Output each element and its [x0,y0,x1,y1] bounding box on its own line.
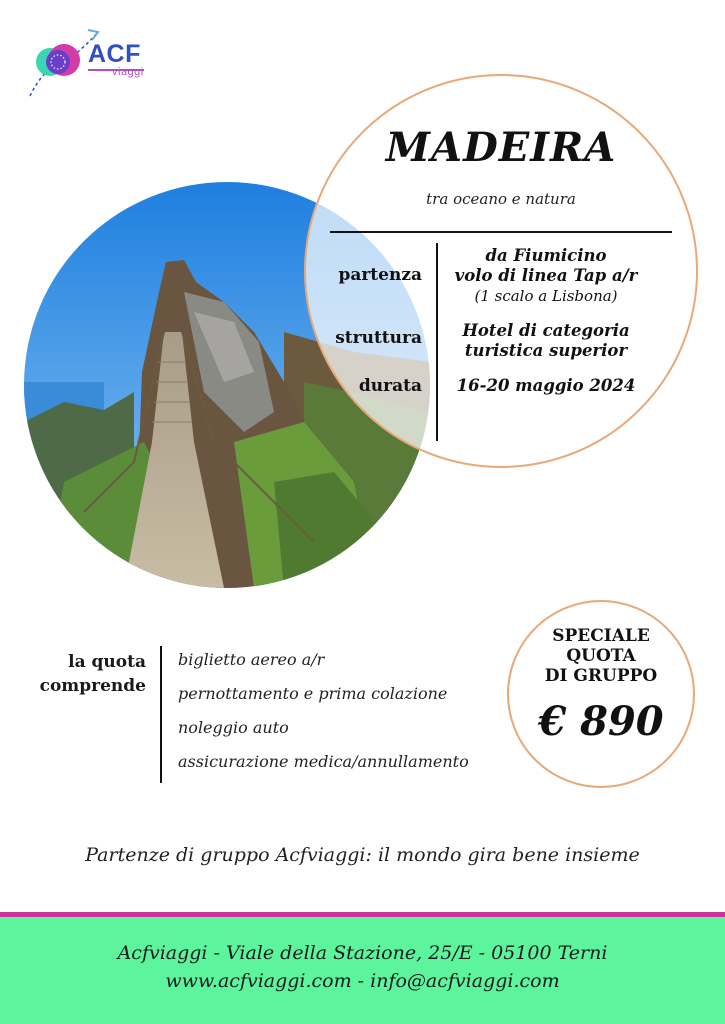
quota-label [6,650,146,698]
logo-name: ACF [88,40,141,68]
destination-subtitle: tra oceano e natura [426,190,576,208]
value-durata: 16-20 maggio 2024 [456,376,636,395]
struttura-line-1: Hotel di categoria [462,321,630,340]
price-heading-line-2: QUOTA [566,646,636,666]
destination-title: MADEIRA [385,124,617,171]
footer-contacts: www.acfviaggi.com - info@acfviaggi.com [165,970,560,992]
slogan: Partenze di gruppo Acfviaggi: il mondo gira bene insieme [85,844,640,866]
partenza-line-1: da Fiumicino [485,246,607,265]
label-struttura: struttura [335,328,422,348]
quota-item: noleggio auto [178,718,289,737]
quota-label-line-2: comprende [39,676,146,696]
quota-item: assicurazione medica/annullamento [178,752,469,771]
struttura-line-2: turistica superior [464,341,628,360]
divider-vertical [436,243,438,441]
logo-sub: viaggi [112,66,144,78]
label-partenza: partenza [338,265,422,285]
quota-label-line-1: la quota [68,652,146,672]
label-durata: durata [358,376,422,396]
quota-item: biglietto aereo a/r [178,650,325,669]
price-value: € 890 [538,698,664,745]
price-heading-line-3: DI GRUPPO [544,666,658,686]
price-heading [507,626,695,686]
quota-item: pernottamento e prima colazione [178,684,448,703]
partenza-note: (1 scalo a Lisbona) [474,287,618,305]
quota-divider [160,646,162,783]
value-partenza [446,246,646,306]
divider-horizontal [330,231,672,233]
value-struttura [446,321,646,361]
footer-address: Acfviaggi - Viale della Stazione, 25/E - 05100 Terni [117,942,608,964]
price-heading-line-1: SPECIALE [552,626,650,646]
partenza-line-2: volo di linea Tap a/r [454,266,638,285]
